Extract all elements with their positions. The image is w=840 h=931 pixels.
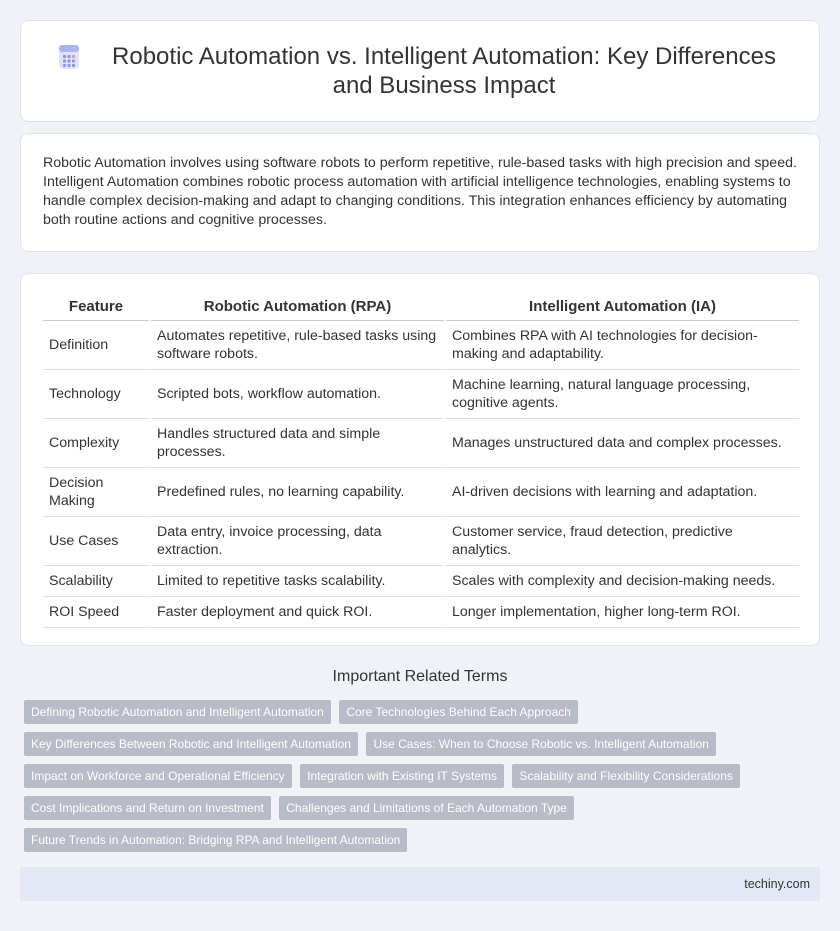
header-ia: Intelligent Automation (IA) <box>445 294 799 320</box>
related-terms-list <box>24 700 814 860</box>
row-ia: AI-driven decisions with learning and adaptation. <box>445 467 799 516</box>
related-term-tag[interactable]: Core Technologies Behind Each Approach <box>339 700 578 724</box>
footer <box>20 867 820 901</box>
row-rpa: Scripted bots, workflow automation. <box>150 369 445 418</box>
footer-site-link[interactable]: techiny.com <box>744 877 810 891</box>
row-rpa: Data entry, invoice processing, data extraction. <box>150 516 445 565</box>
row-ia: Combines RPA with AI technologies for decision-making and adaptability. <box>445 320 799 369</box>
row-rpa: Predefined rules, no learning capability. <box>150 467 445 516</box>
table-row <box>43 516 799 565</box>
row-ia: Manages unstructured data and complex processes. <box>445 418 799 467</box>
title-card <box>20 20 820 122</box>
row-feature: Decision Making <box>43 467 150 516</box>
related-term-tag[interactable]: Integration with Existing IT Systems <box>300 764 504 788</box>
table-row <box>43 565 799 596</box>
table-row <box>43 320 799 369</box>
page-title: Robotic Automation vs. Intelligent Automation: Key Differences and Business Impact <box>112 43 776 99</box>
related-term-tag[interactable]: Scalability and Flexibility Considerations <box>512 764 739 788</box>
related-term-tag[interactable]: Future Trends in Automation: Bridging RPA and Intelligent Automation <box>24 828 407 852</box>
row-feature: Use Cases <box>43 516 150 565</box>
related-terms-title: Important Related Terms <box>332 668 508 685</box>
row-rpa: Limited to repetitive tasks scalability. <box>150 565 445 596</box>
table-row <box>43 418 799 467</box>
header-feature: Feature <box>43 294 150 320</box>
row-feature: Complexity <box>43 418 150 467</box>
comparison-table <box>43 294 799 628</box>
row-ia: Machine learning, natural language processing, cognitive agents. <box>445 369 799 418</box>
related-term-tag[interactable]: Use Cases: When to Choose Robotic vs. Intelligent Automation <box>366 732 716 756</box>
related-term-tag[interactable]: Cost Implications and Return on Investment <box>24 796 271 820</box>
row-feature: Definition <box>43 320 150 369</box>
related-term-tag[interactable]: Key Differences Between Robotic and Intelligent Automation <box>24 732 358 756</box>
table-row <box>43 467 799 516</box>
table-row <box>43 369 799 418</box>
row-ia: Scales with complexity and decision-making needs. <box>445 565 799 596</box>
related-term-tag[interactable]: Challenges and Limitations of Each Automation Type <box>279 796 574 820</box>
table-row <box>43 596 799 627</box>
row-rpa: Handles structured data and simple processes. <box>150 418 445 467</box>
related-term-tag[interactable]: Impact on Workforce and Operational Efficiency <box>24 764 292 788</box>
calculator-icon <box>56 44 82 70</box>
row-feature: Technology <box>43 369 150 418</box>
row-rpa: Automates repetitive, rule-based tasks using software robots. <box>150 320 445 369</box>
header-rpa: Robotic Automation (RPA) <box>150 294 445 320</box>
related-term-tag[interactable]: Defining Robotic Automation and Intelligent Automation <box>24 700 331 724</box>
intro-text: Robotic Automation involves using software robots to perform repetitive, rule-based tasks with high precision and speed. Intelligent Automation combines robotic process automation with artificial intelligence technologies, enabling systems to handle complex decision-making and adapt to changing conditions. This integration enhances efficiency by automating both routine actions and cognitive processes. <box>43 155 797 228</box>
row-feature: ROI Speed <box>43 596 150 627</box>
row-feature: Scalability <box>43 565 150 596</box>
table-header-row <box>43 294 799 320</box>
row-rpa: Faster deployment and quick ROI. <box>150 596 445 627</box>
row-ia: Longer implementation, higher long-term ROI. <box>445 596 799 627</box>
comparison-table-card <box>20 273 820 646</box>
intro-card <box>20 133 820 252</box>
row-ia: Customer service, fraud detection, predictive analytics. <box>445 516 799 565</box>
